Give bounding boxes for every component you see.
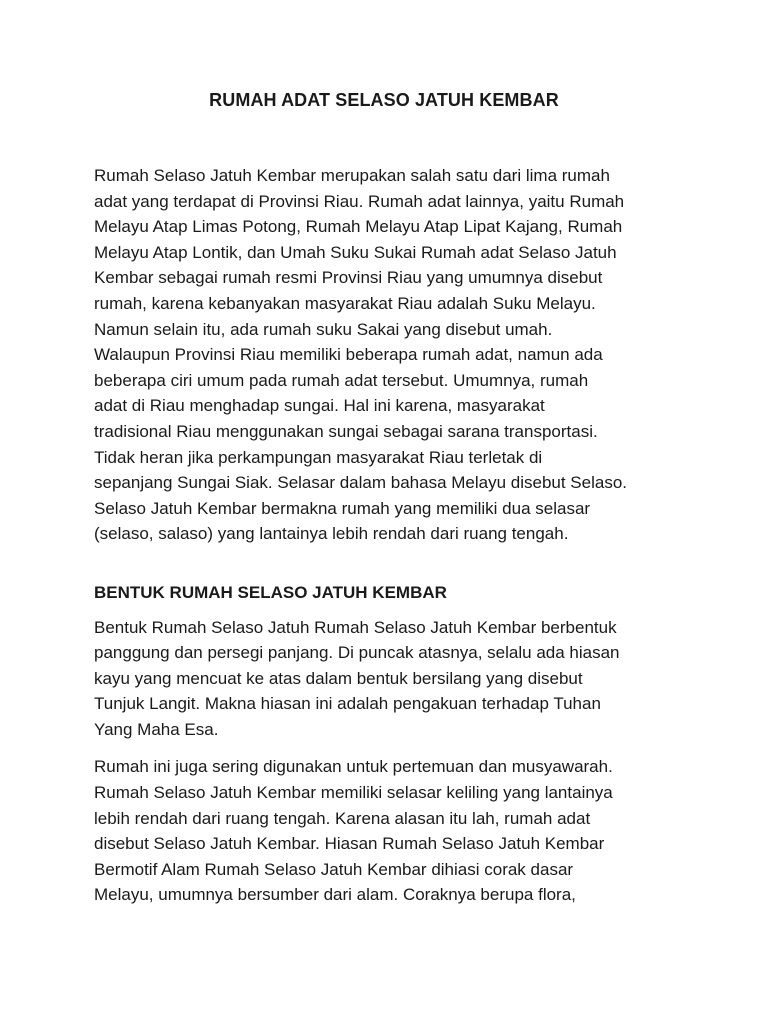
- section-spacer: [94, 547, 694, 580]
- text-line: Melayu, umumnya bersumber dari alam. Coraknya berupa flora,: [94, 885, 576, 905]
- text-line: Tunjuk Langit. Makna hiasan ini adalah pengakuan terhadap Tuhan: [94, 694, 601, 714]
- text-line: (selaso, salaso) yang lantainya lebih rendah dari ruang tengah.: [94, 524, 569, 544]
- text-line: kayu yang mencuat ke atas dalam bentuk bersilang yang disebut: [94, 668, 583, 688]
- section-heading: BENTUK RUMAH SELASO JATUH KEMBAR: [94, 582, 447, 602]
- text-line: Bermotif Alam Rumah Selaso Jatuh Kembar dihiasi corak dasar: [94, 859, 574, 879]
- text-line: Bentuk Rumah Selaso Jatuh Rumah Selaso Jatuh Kembar berbentuk: [94, 617, 617, 637]
- section-paragraph-1: [94, 615, 694, 743]
- text-line: Rumah Selaso Jatuh Kembar merupakan salah satu dari lima rumah: [94, 166, 610, 185]
- text-line: Walaupun Provinsi Riau memiliki beberapa rumah adat, namun ada: [94, 345, 603, 365]
- text-line: adat di Riau menghadap sungai. Hal ini karena, masyarakat: [94, 396, 545, 416]
- paragraph-spacer: [94, 742, 694, 754]
- text-line: Namun selain itu, ada rumah suku Sakai yang disebut umah.: [94, 319, 553, 339]
- text-line: sepanjang Sungai Siak. Selasar dalam bahasa Melayu disebut Selaso.: [94, 473, 628, 493]
- text-line: Tidak heran jika perkampungan masyarakat Riau terletak di: [94, 447, 543, 467]
- text-line: Rumah ini juga sering digunakan untuk pertemuan dan musyawarah.: [94, 757, 613, 777]
- text-line: disebut Selaso Jatuh Kembar. Hiasan Rumah Selaso Jatuh Kembar: [94, 834, 605, 854]
- text-line: Rumah Selaso Jatuh Kembar memiliki selasar keliling yang lantainya: [94, 783, 613, 803]
- text-line: panggung dan persegi panjang. Di puncak atasnya, selalu ada hiasan: [94, 643, 620, 663]
- text-line: beberapa ciri umum pada rumah adat tersebut. Umumnya, rumah: [94, 370, 589, 390]
- document-body: [94, 163, 694, 908]
- text-line: Kembar sebagai rumah resmi Provinsi Riau yang umumnya disebut: [94, 268, 603, 288]
- document-title: RUMAH ADAT SELASO JATUH KEMBAR: [209, 90, 559, 110]
- text-line: Melayu Atap Lontik, dan Umah Suku Sukai Rumah adat Selaso Jatuh: [94, 242, 617, 262]
- text-line: Selaso Jatuh Kembar bermakna rumah yang memiliki dua selasar: [94, 498, 591, 518]
- text-line: Yang Maha Esa.: [94, 719, 219, 739]
- text-line: tradisional Riau menggunakan sungai sebagai sarana transportasi.: [94, 421, 598, 441]
- text-line: Melayu Atap Limas Potong, Rumah Melayu Atap Lipat Kajang, Rumah: [94, 217, 623, 237]
- heading-spacer: [94, 606, 694, 615]
- text-line: lebih rendah dari ruang tengah. Karena alasan itu lah, rumah adat: [94, 808, 591, 828]
- intro-paragraph: [94, 163, 694, 547]
- text-line: adat yang terdapat di Provinsi Riau. Rumah adat lainnya, yaitu Rumah: [94, 191, 625, 211]
- section-paragraph-2: [94, 754, 694, 908]
- text-line: rumah, karena kebanyakan masyarakat Riau adalah Suku Melayu.: [94, 293, 596, 313]
